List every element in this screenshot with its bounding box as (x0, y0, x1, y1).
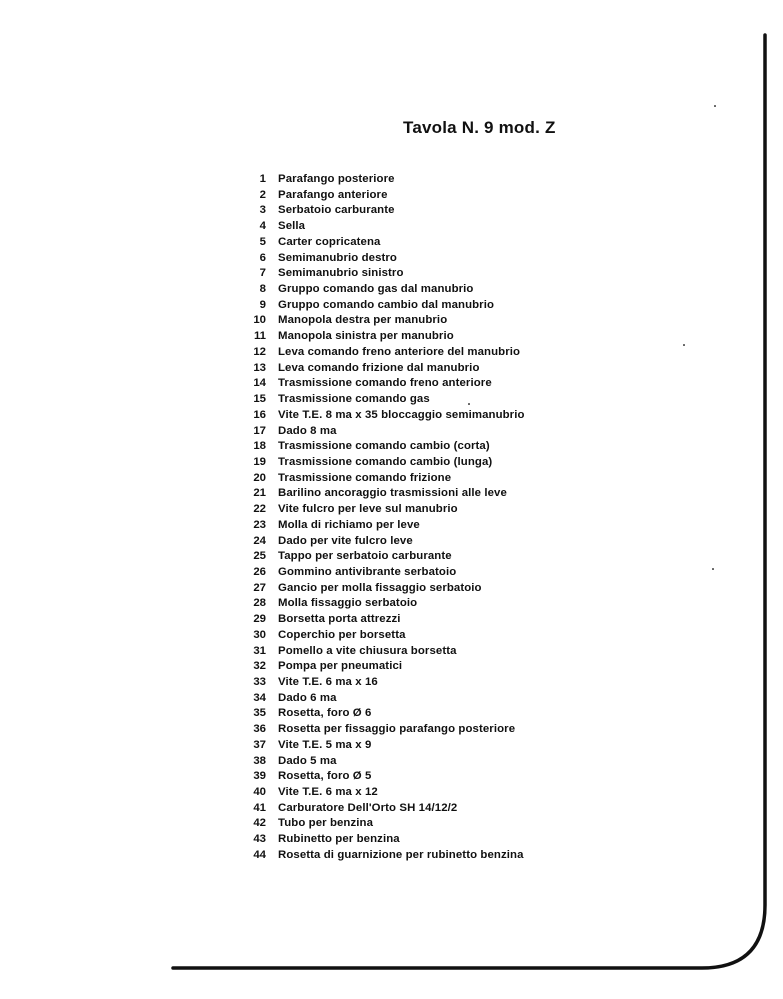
part-name: Coperchio per borsetta (278, 628, 406, 641)
part-row (244, 188, 525, 204)
part-name: Pomello a vite chiusura borsetta (278, 644, 457, 657)
part-name: Trasmissione comando freno anteriore (278, 377, 492, 390)
part-number: 1 (259, 173, 266, 185)
part-number: 9 (259, 298, 266, 311)
part-row (244, 801, 525, 817)
part-number: 17 (253, 424, 266, 437)
part-row (244, 486, 525, 502)
part-name: Serbatoio carburante (278, 204, 395, 217)
part-name: Vite T.E. 6 ma x 12 (278, 786, 378, 799)
part-number: 7 (259, 267, 266, 280)
part-row (244, 471, 525, 487)
part-row (244, 644, 525, 660)
part-name: Borsetta porta attrezzi (278, 613, 401, 626)
part-row (244, 502, 525, 518)
part-row (244, 706, 525, 722)
part-name: Dado 5 ma (278, 754, 337, 767)
part-number: 32 (253, 660, 266, 673)
part-row (244, 848, 525, 864)
part-number: 24 (253, 534, 266, 547)
part-row (244, 612, 525, 628)
part-row (244, 754, 525, 770)
part-row (244, 376, 525, 392)
part-name: Gancio per molla fissaggio serbatoio (278, 581, 482, 594)
part-number: 26 (253, 565, 266, 578)
part-name: Manopola destra per manubrio (278, 314, 448, 327)
part-number: 11 (253, 330, 266, 343)
part-row (244, 266, 525, 282)
part-row (244, 816, 525, 832)
part-row (244, 534, 525, 550)
part-number: 43 (253, 833, 266, 846)
part-row (244, 769, 525, 785)
part-name: Leva comando freno anteriore del manubrio (278, 345, 521, 358)
part-name: Leva comando frizione dal manubrio (278, 361, 480, 374)
part-name: Parafango posteriore (278, 173, 395, 185)
part-number: 31 (253, 644, 266, 657)
part-row (244, 282, 525, 298)
part-number: 5 (259, 235, 266, 248)
part-number: 10 (253, 314, 266, 327)
part-number: 4 (259, 220, 266, 233)
part-number: 16 (253, 408, 266, 421)
part-name: Dado 6 ma (278, 691, 337, 704)
part-name: Rosetta, foro Ø 5 (278, 770, 372, 783)
part-number: 14 (253, 377, 266, 390)
part-name: Vite T.E. 6 ma x 16 (278, 676, 378, 688)
part-name: Barilino ancoraggio trasmissioni alle leve (278, 487, 507, 500)
page-title: Tavola N. 9 mod. Z (403, 118, 556, 137)
part-number: 41 (253, 801, 266, 814)
part-number: 18 (253, 440, 266, 453)
part-number: 6 (259, 251, 266, 264)
part-row (244, 581, 525, 597)
part-name: Rosetta di guarnizione per rubinetto benzina (278, 848, 524, 861)
part-name: Parafango anteriore (278, 188, 388, 201)
part-row (244, 235, 525, 251)
part-name: Trasmissione comando gas (278, 393, 430, 406)
part-name: Carburatore Dell'Orto SH 14/12/2 (278, 801, 458, 814)
part-number: 23 (253, 518, 266, 531)
part-row (244, 518, 525, 534)
part-name: Trasmissione comando cambio (lunga) (278, 455, 493, 468)
part-name: Sella (278, 220, 306, 233)
part-name: Gruppo comando gas dal manubrio (278, 283, 474, 296)
part-name: Rosetta per fissaggio parafango posteriore (278, 723, 516, 736)
part-row (244, 392, 525, 408)
part-number: 13 (253, 361, 266, 374)
part-row (244, 785, 525, 801)
part-number: 20 (253, 471, 266, 484)
part-row (244, 565, 525, 581)
part-number: 28 (253, 597, 266, 610)
part-row (244, 659, 525, 675)
part-row (244, 691, 525, 707)
part-row (244, 172, 525, 188)
part-number: 30 (253, 628, 266, 641)
part-row (244, 675, 525, 691)
part-row (244, 722, 525, 738)
part-row (244, 596, 525, 612)
part-number: 2 (259, 188, 266, 201)
part-name: Vite fulcro per leve sul manubrio (278, 503, 458, 516)
part-number: 19 (253, 455, 266, 468)
part-row (244, 408, 525, 424)
scan-speck (683, 344, 685, 346)
part-number: 15 (253, 393, 266, 406)
part-name: Vite T.E. 8 ma x 35 bloccaggio semimanubrio (278, 408, 525, 421)
part-name: Molla di richiamo per leve (278, 518, 420, 531)
part-number: 33 (253, 676, 266, 688)
part-name: Tubo per benzina (278, 817, 374, 830)
part-number: 3 (259, 204, 266, 217)
part-name: Pompa per pneumatici (278, 660, 403, 673)
part-name: Trasmissione comando frizione (278, 471, 452, 484)
part-name: Rosetta, foro Ø 6 (278, 707, 372, 720)
part-number: 37 (253, 738, 266, 751)
part-number: 12 (253, 345, 266, 358)
part-number: 27 (253, 581, 266, 594)
part-row (244, 251, 525, 267)
part-row (244, 345, 525, 361)
part-number: 36 (253, 723, 266, 736)
part-number: 25 (253, 550, 266, 563)
part-name: Semimanubrio sinistro (278, 267, 404, 280)
part-row (244, 738, 525, 754)
part-name: Gruppo comando cambio dal manubrio (278, 298, 495, 311)
part-name: Tappo per serbatoio carburante (278, 550, 452, 563)
part-number: 34 (253, 691, 266, 704)
part-name: Vite T.E. 5 ma x 9 (278, 738, 372, 751)
part-row (244, 219, 525, 235)
part-number: 22 (253, 503, 266, 516)
part-row (244, 832, 525, 848)
part-row (244, 549, 525, 565)
part-name: Trasmissione comando cambio (corta) (278, 440, 490, 453)
part-number: 21 (253, 487, 266, 500)
part-number: 40 (253, 786, 266, 799)
part-row (244, 455, 525, 471)
part-name: Rubinetto per benzina (278, 833, 400, 846)
part-number: 8 (259, 283, 266, 296)
part-name: Carter copricatena (278, 235, 381, 248)
part-number: 39 (253, 770, 266, 783)
part-number: 44 (253, 848, 266, 861)
part-row (244, 298, 525, 314)
part-number: 38 (253, 754, 266, 767)
part-name: Dado per vite fulcro leve (278, 534, 413, 547)
part-row (244, 628, 525, 644)
part-row (244, 424, 525, 440)
part-name: Molla fissaggio serbatoio (278, 597, 418, 610)
scan-speck (712, 568, 714, 570)
part-number: 35 (253, 707, 266, 720)
parts-list (244, 172, 525, 864)
part-row (244, 329, 525, 345)
part-name: Manopola sinistra per manubrio (278, 330, 454, 343)
part-number: 42 (253, 817, 266, 830)
part-name: Gommino antivibrante serbatoio (278, 565, 457, 578)
part-row (244, 203, 525, 219)
part-number: 29 (253, 613, 266, 626)
part-name: Dado 8 ma (278, 424, 337, 437)
part-row (244, 439, 525, 455)
part-row (244, 313, 525, 329)
part-row (244, 361, 525, 377)
part-name: Semimanubrio destro (278, 251, 397, 264)
scan-speck (714, 105, 716, 107)
